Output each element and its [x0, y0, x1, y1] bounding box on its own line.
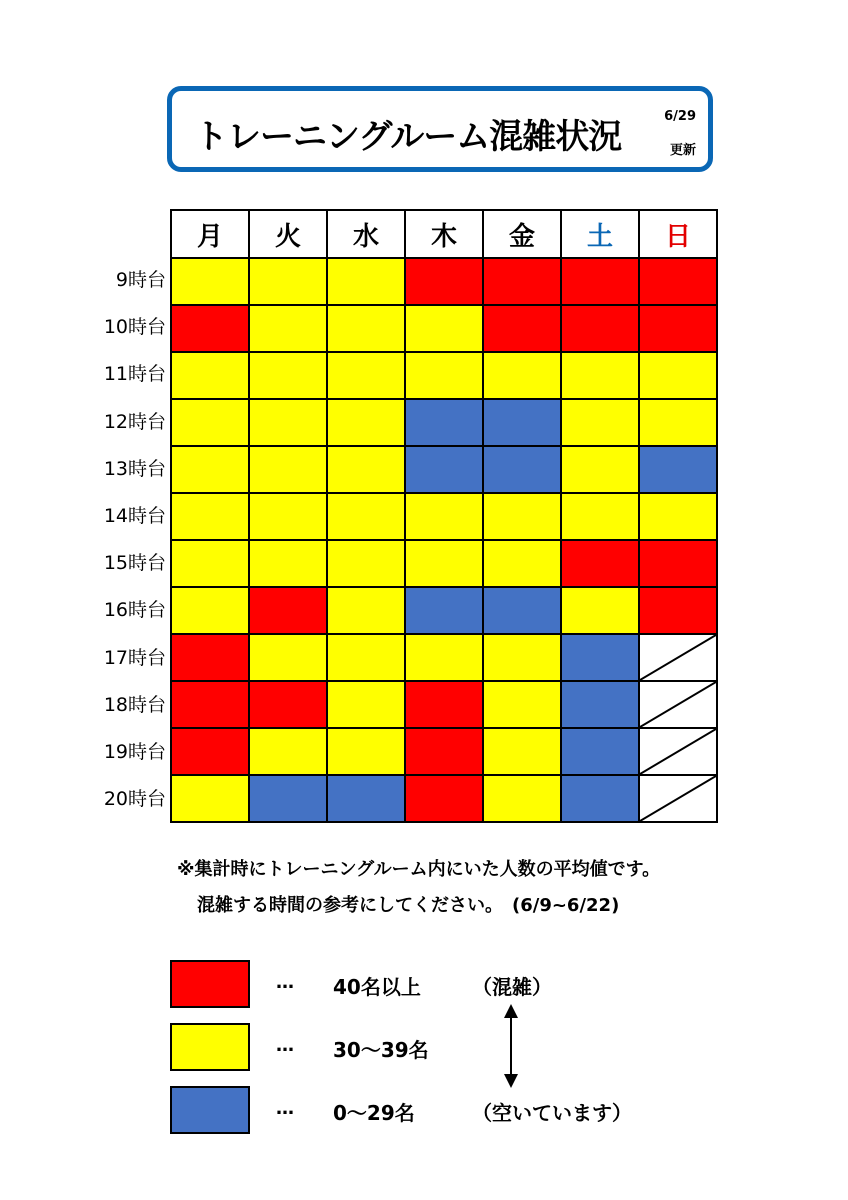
table-row: [171, 258, 717, 305]
crowd-cell: [639, 446, 717, 493]
note-line-2: 混雑する時間の参考にしてください。 (6/9~6/22): [197, 895, 620, 916]
crowd-cell: [483, 728, 561, 775]
crowd-cell: [327, 681, 405, 728]
legend-label-empty: 0～29名: [333, 1101, 415, 1125]
crowd-cell: [249, 540, 327, 587]
double-arrow-icon: [500, 1004, 522, 1088]
crowd-cell: [405, 681, 483, 728]
crowd-cell: [561, 352, 639, 399]
crowd-cell: [249, 493, 327, 540]
crowd-cell: [483, 305, 561, 352]
table-row: [171, 493, 717, 540]
crowd-cell: [249, 634, 327, 681]
crowd-cell: [327, 305, 405, 352]
crowd-cell: [405, 775, 483, 822]
crowd-cell: [249, 446, 327, 493]
crowd-cell: [327, 446, 405, 493]
hour-label-9: 18時台: [103, 693, 166, 716]
crowd-cell: [405, 399, 483, 446]
crowd-cell: [327, 634, 405, 681]
crowd-cell: [483, 634, 561, 681]
update-date: 6/29: [664, 109, 696, 124]
crowd-cell: [171, 634, 249, 681]
crowd-cell: [249, 352, 327, 399]
crowd-cell: [639, 540, 717, 587]
legend-swatch-crowded: [170, 960, 250, 1008]
crowd-cell: [249, 587, 327, 634]
crowd-cell: [171, 305, 249, 352]
crowd-cell: [171, 446, 249, 493]
crowd-cell: [483, 587, 561, 634]
crowd-cell: [639, 728, 717, 775]
day-header-2: 水: [327, 210, 405, 258]
crowd-cell: [483, 399, 561, 446]
crowd-cell: [561, 587, 639, 634]
crowd-cell: [639, 634, 717, 681]
legend-swatch-empty: [170, 1086, 250, 1134]
crowd-cell: [561, 399, 639, 446]
table-row: [171, 681, 717, 728]
crowd-cell: [639, 587, 717, 634]
crowd-cell: [327, 540, 405, 587]
crowd-cell: [405, 634, 483, 681]
crowd-cell: [405, 446, 483, 493]
hour-label-11: 20時台: [103, 788, 166, 811]
update-label: 更新: [669, 143, 696, 158]
crowd-cell: [561, 540, 639, 587]
crowd-cell: [171, 775, 249, 822]
crowd-cell: [249, 258, 327, 305]
note-line-1: ※集計時にトレーニングルーム内にいた人数の平均値です。: [177, 859, 661, 880]
hour-label-5: 14時台: [103, 504, 166, 527]
page-title: トレーニングルーム混雑状況: [194, 117, 622, 157]
table-row: [171, 540, 717, 587]
table-row: [171, 587, 717, 634]
crowd-cell: [327, 352, 405, 399]
legend-dots: …: [276, 972, 294, 993]
hour-label-7: 16時台: [103, 599, 166, 622]
not-applicable-slash-icon: [640, 635, 716, 680]
crowd-cell: [483, 775, 561, 822]
legend-dots: …: [276, 1035, 294, 1056]
not-applicable-slash-icon: [640, 729, 716, 774]
hour-label-10: 19時台: [103, 740, 166, 763]
hour-label-3: 12時台: [103, 410, 166, 433]
crowd-cell: [171, 258, 249, 305]
crowd-cell: [639, 681, 717, 728]
crowd-cell: [561, 681, 639, 728]
crowd-cell: [249, 305, 327, 352]
crowd-cell: [639, 493, 717, 540]
crowd-cell: [327, 493, 405, 540]
table-row: [171, 446, 717, 493]
crowd-cell: [483, 446, 561, 493]
crowd-cell: [639, 775, 717, 822]
crowd-cell: [483, 258, 561, 305]
crowd-cell: [249, 681, 327, 728]
legend-note-empty: （空いています）: [472, 1101, 632, 1125]
legend-label-crowded: 40名以上: [333, 975, 421, 999]
legend-note-crowded: （混雑）: [472, 975, 552, 999]
crowd-cell: [405, 305, 483, 352]
crowd-cell: [327, 775, 405, 822]
hour-label-8: 17時台: [103, 646, 166, 669]
day-header-5: 土: [561, 210, 639, 258]
hour-label-6: 15時台: [103, 552, 166, 575]
table-row: [171, 634, 717, 681]
crowd-cell: [483, 352, 561, 399]
hour-label-4: 13時台: [103, 457, 166, 480]
hour-labels: [60, 257, 166, 823]
crowd-cell: [327, 728, 405, 775]
not-applicable-slash-icon: [640, 682, 716, 727]
crowd-cell: [405, 493, 483, 540]
crowd-grid: [171, 258, 717, 822]
crowd-cell: [561, 493, 639, 540]
crowd-cell: [405, 258, 483, 305]
table-row: [171, 305, 717, 352]
hour-label-0: 9時台: [115, 269, 166, 291]
crowd-cell: [639, 399, 717, 446]
crowd-cell: [249, 399, 327, 446]
day-header-3: 木: [405, 210, 483, 258]
day-header-1: 火: [249, 210, 327, 258]
title-box: [167, 86, 713, 172]
crowd-cell: [327, 258, 405, 305]
crowd-cell: [171, 728, 249, 775]
crowd-cell: [483, 681, 561, 728]
crowd-cell: [639, 352, 717, 399]
crowd-cell: [639, 305, 717, 352]
crowd-cell: [405, 728, 483, 775]
crowd-cell: [171, 399, 249, 446]
crowd-cell: [561, 305, 639, 352]
crowd-cell: [483, 493, 561, 540]
day-header-4: 金: [483, 210, 561, 258]
crowd-cell: [639, 258, 717, 305]
crowd-cell: [249, 728, 327, 775]
table-row: [171, 775, 717, 822]
crowd-cell: [171, 681, 249, 728]
day-header-row: [171, 210, 717, 258]
crowd-cell: [405, 540, 483, 587]
crowd-cell: [561, 728, 639, 775]
hour-label-1: 10時台: [103, 316, 166, 339]
hour-label-2: 11時台: [103, 363, 166, 386]
crowd-cell: [561, 446, 639, 493]
crowd-cell: [405, 352, 483, 399]
crowd-cell: [171, 352, 249, 399]
crowd-cell: [405, 587, 483, 634]
crowd-cell: [561, 258, 639, 305]
legend-label-moderate: 30～39名: [333, 1038, 429, 1062]
crowd-cell: [561, 634, 639, 681]
crowd-cell: [171, 493, 249, 540]
legend-dots: …: [276, 1098, 294, 1119]
crowd-cell: [327, 587, 405, 634]
day-header-0: 月: [171, 210, 249, 258]
table-row: [171, 399, 717, 446]
crowd-cell: [249, 775, 327, 822]
day-header-6: 日: [639, 210, 717, 258]
crowd-cell: [171, 540, 249, 587]
crowd-cell: [327, 399, 405, 446]
crowd-cell: [171, 587, 249, 634]
not-applicable-slash-icon: [640, 776, 716, 821]
crowd-cell: [561, 775, 639, 822]
table-row: [171, 352, 717, 399]
crowd-cell: [483, 540, 561, 587]
table-row: [171, 728, 717, 775]
legend-swatch-moderate: [170, 1023, 250, 1071]
crowd-schedule-table: [170, 209, 718, 823]
note: [177, 852, 660, 924]
